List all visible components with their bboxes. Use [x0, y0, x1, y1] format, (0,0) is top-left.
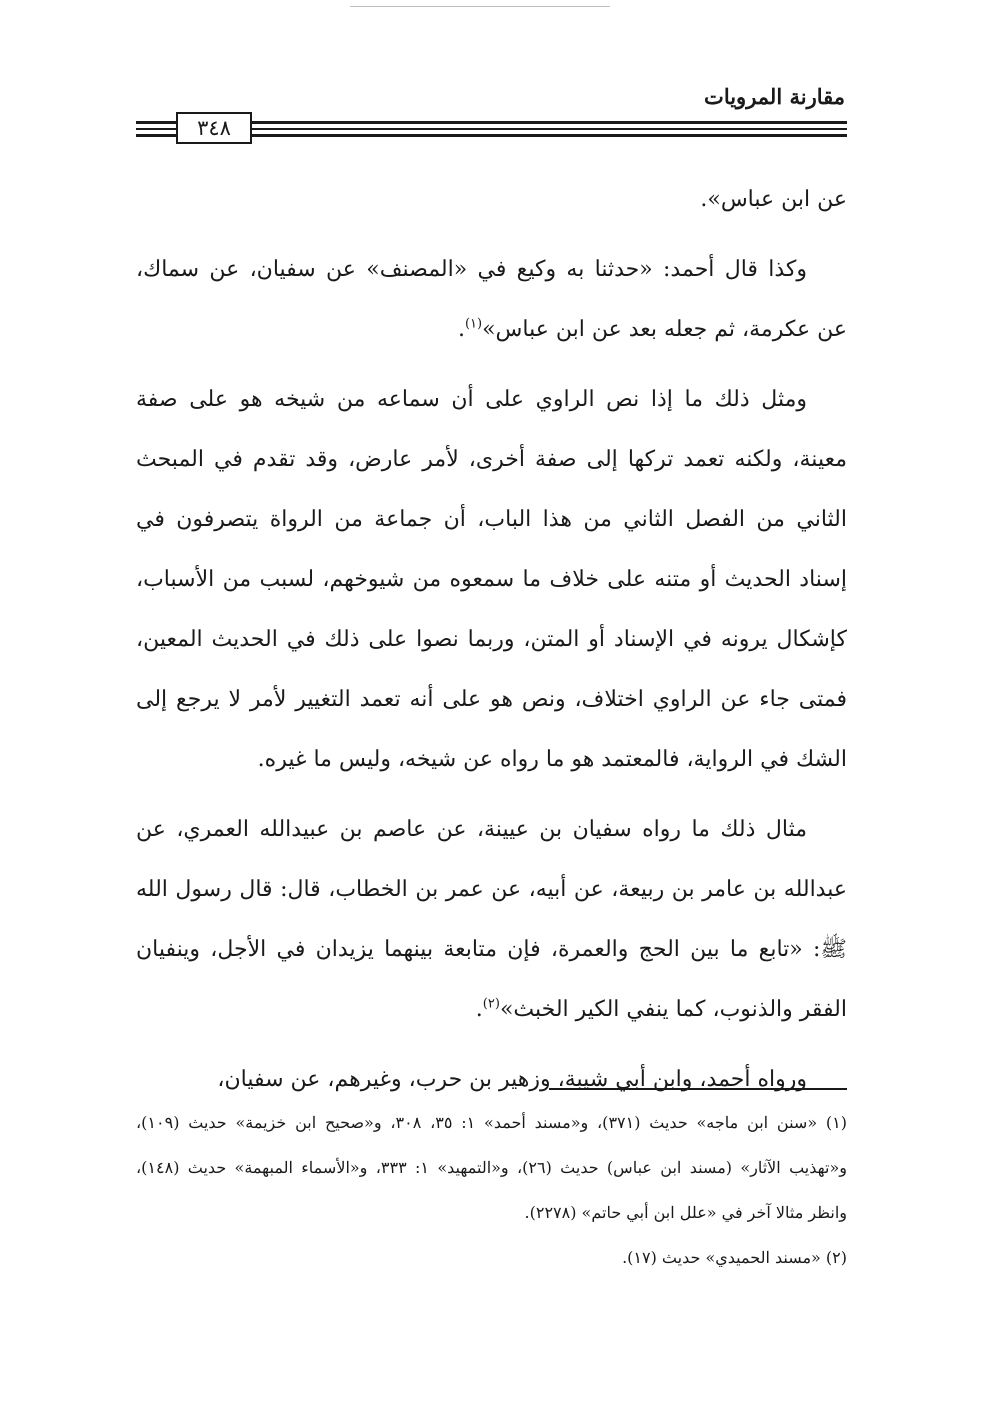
footnote-separator [549, 1088, 847, 1090]
main-text [136, 170, 847, 1120]
page-number: ٣٤٨ [176, 112, 252, 144]
paragraph: ورواه أحمد، وابن أبي شيبة، وزهير بن حرب، وغيرهم، عن سفيان، [217, 1067, 807, 1092]
footnote-ref[interactable]: (٢) [482, 996, 500, 1012]
paragraph: ومثل ذلك ما إذا نص الراوي على أن سماعه من شيخه هو على صفة معينة، ولكنه تعمد تركها إلى صفة أخرى، لأمر عارض، وقد تقدم في المبحث الثاني من الفصل الثاني من هذا الباب، أن جماعة من الرواة يتصرفون في إسناد الحديث أو متنه على خلاف ما سمعوه من شيوخهم، لسبب من الأسباب، كإشكال يرونه في الإسناد أو المتن، وربما نصوا على ذلك في الحديث المعين، فمتى جاء عن الراوي اختلاف، ونص هو على أنه تعمد التغيير لأمر لا يرجع إلى الشك في الرواية، فالمعتمد هو ما رواه عن شيخه، وليس ما غيره. [136, 387, 847, 772]
footnote: (٢) «مسند الحميدي» حديث (١٧). [622, 1248, 847, 1267]
top-edge-line [350, 6, 610, 7]
running-title: مقارنة المرويات [704, 84, 845, 109]
footnote: (١) «سنن ابن ماجه» حديث (٣٧١)، و«مسند أحمد» ١: ٣٥، ٣٠٨، و«صحيح ابن خزيمة» حديث (١٠٩)، و«تهذيب الآثار» (مسند ابن عباس) حديث (٢٦)، و«التمهيد» ١: ٣٣٣، و«الأسماء المبهمة» حديث (١٤٨)، وانظر مثالا آخر في «علل ابن أبي حاتم» (٢٢٧٨). [136, 1113, 847, 1222]
footnotes [136, 1100, 847, 1280]
footnote-ref[interactable]: (١) [464, 316, 483, 332]
paragraph: مثال ذلك ما رواه سفيان بن عيينة، عن عاصم بن عبيدالله العمري، عن عبدالله بن عامر بن ربيعة، عن أبيه، عن عمر بن الخطاب، قال: قال رسول الله ﷺ: «تابع ما بين الحج والعمرة، فإن متابعة بينهما يزيدان في الأجل، وينفيان الفقر والذنوب، كما ينفي الكير الخبث»$^{(٢)}$. [136, 817, 847, 1022]
paragraph: عن ابن عباس». [700, 187, 847, 212]
paragraph: وكذا قال أحمد: «حدثنا به وكيع في «المصنف» عن سفيان، عن سماك، عن عكرمة، ثم جعله بعد عن ابن عباس»$^{(١)}$. [136, 257, 847, 342]
